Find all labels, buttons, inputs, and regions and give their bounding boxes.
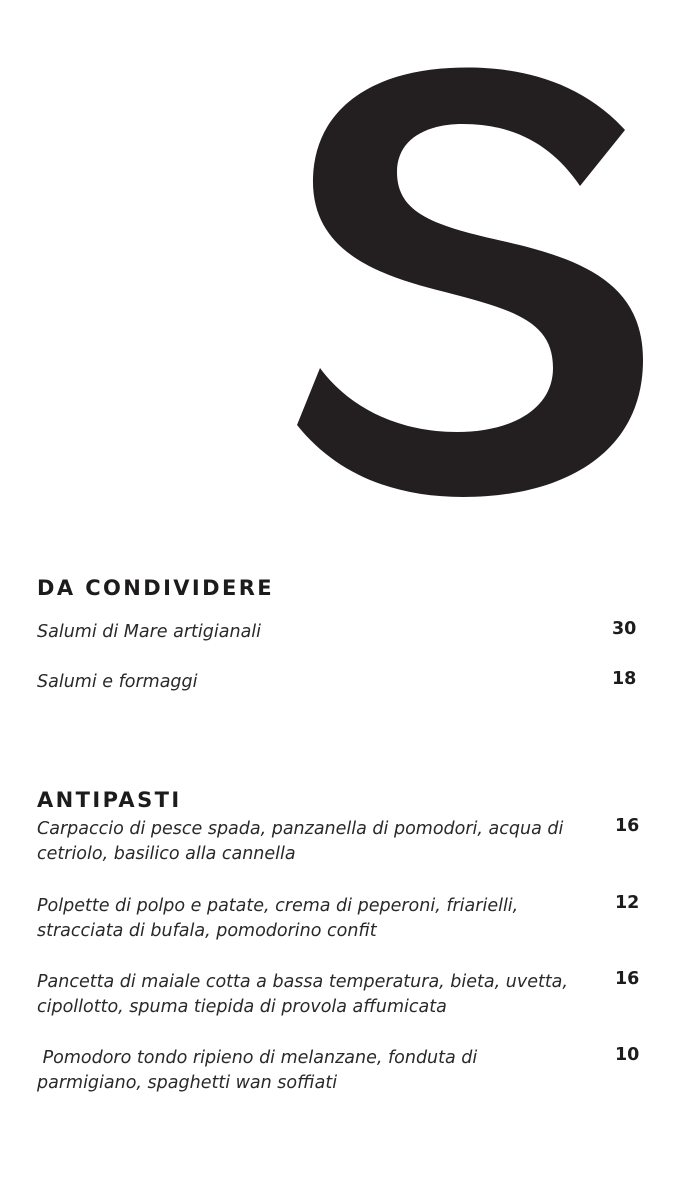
menu-item (37, 893, 640, 944)
section-title-da-condividere: DA CONDIVIDERE (37, 576, 275, 600)
menu-item-description: Salumi e formaggi (37, 672, 198, 692)
menu-item-description: Pomodoro tondo ripieno di melanzane, fonduta di parmigiano, spaghetti wan soffiati (37, 1048, 483, 1093)
menu-item-price: 16 (615, 816, 640, 836)
menu-item-price: 10 (615, 1045, 640, 1065)
menu-item (37, 619, 637, 645)
menu-item-description: Polpette di polpo e patate, crema di peperoni, friarielli, stracciata di bufala, pomodorino confit (37, 896, 519, 941)
menu-item (37, 669, 637, 695)
menu-item (37, 1045, 640, 1096)
menu-item (37, 969, 640, 1020)
menu-item-price: 12 (615, 893, 640, 913)
menu-item (37, 816, 640, 867)
section-title-antipasti: ANTIPASTI (37, 788, 182, 812)
menu-item-description: Carpaccio di pesce spada, panzanella di pomodori, acqua di cetriolo, basilico alla cannella (37, 819, 564, 864)
menu-item-description: Salumi di Mare artigianali (37, 622, 262, 642)
menu-item-price: 16 (615, 969, 640, 989)
menu-item-description: Pancetta di maiale cotta a bassa temperatura, bieta, uvetta, cipollotto, spuma tiepida di provola affumicata (37, 972, 568, 1017)
menu-item-price: 30 (612, 619, 637, 639)
logo-s-glyph (297, 68, 643, 497)
logo-s-icon (285, 60, 645, 500)
menu-item-price: 18 (612, 669, 637, 689)
